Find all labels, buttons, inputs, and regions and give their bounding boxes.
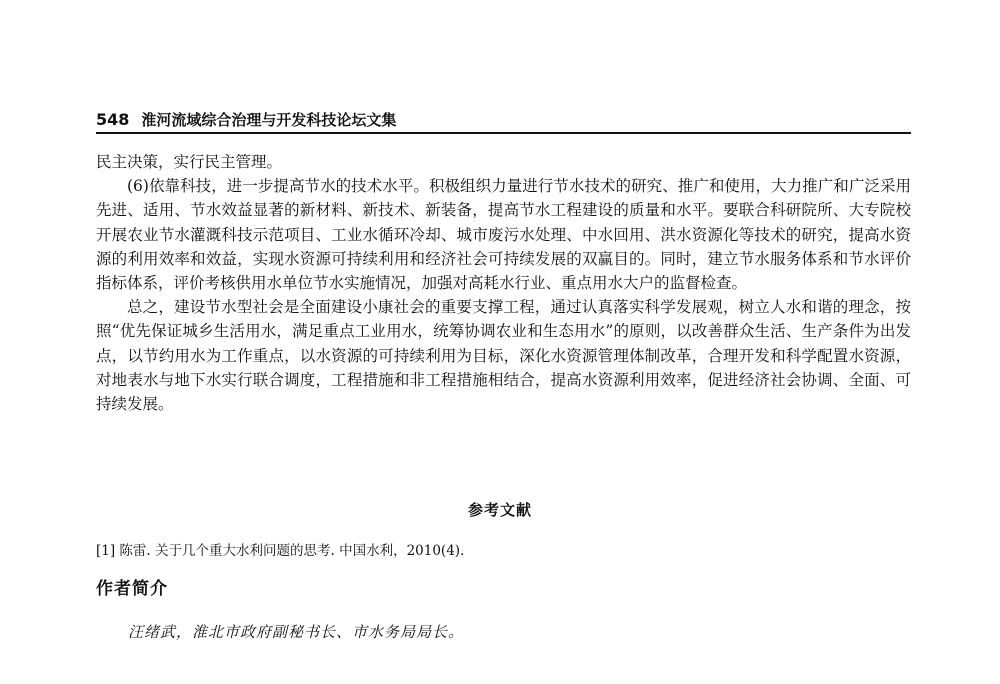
references-heading: 参考文献 [467, 501, 532, 519]
body-text [96, 150, 911, 416]
running-title: 淮河流域综合治理与开发科技论坛文集 [141, 110, 397, 129]
author-bio-heading: 作者简介 [96, 579, 168, 599]
paragraph-conclusion: 总之，建设节水型社会是全面建设小康社会的重要支撑工程，通过认真落实科学发展观，树立人水和谐的理念，按照“优先保证城乡生活用水，满足重点工业用水，统筹协调农业和生态用水”的原则，以改善群众生活、生产条件为出发点，以节约用水为工作重点，以水资源的可持续利用为目标，深化水资源管理体制改革，合理开发和科学配置水资源，对地表水与地下水实行联合调度，工程措施和非工程措施相结合，提高水资源利用效率，促进经济社会协调、全面、可持续发展。 [96, 298, 911, 414]
author-bio-text: 汪绪武，淮北市政府副秘书长、市水务局局长。 [128, 623, 465, 641]
page-number: 548 [96, 109, 130, 129]
reference-item: [1] 陈雷. 关于几个重大水利问题的思考. 中国水利，2010(4). [96, 543, 465, 559]
paragraph-continuation: 民主决策，实行民主管理。 [96, 153, 283, 171]
paragraph-tech-support: (6)依靠科技，进一步提高节水的技术水平。积极组织力量进行节水技术的研究、推广和使用，大力推广和广泛采用先进、适用、节水效益显著的新材料、新技术、新装备，提高节水工程建设的质量和水平。要联合科研院所、大专院校开展农业节水灌溉科技示范项目、工业水循环冷却、城市废污水处理、中水回用、洪水资源化等技术的研究，提高水资源的利用效率和效益，实现水资源可持续利用和经济社会可持续发展的双赢目的。同时，建立节水服务体系和节水评价指标体系，评价考核供用水单位节水实施情况，加强对高耗水行业、重点用水大户的监督检查。 [96, 177, 911, 293]
page-header [96, 106, 911, 134]
